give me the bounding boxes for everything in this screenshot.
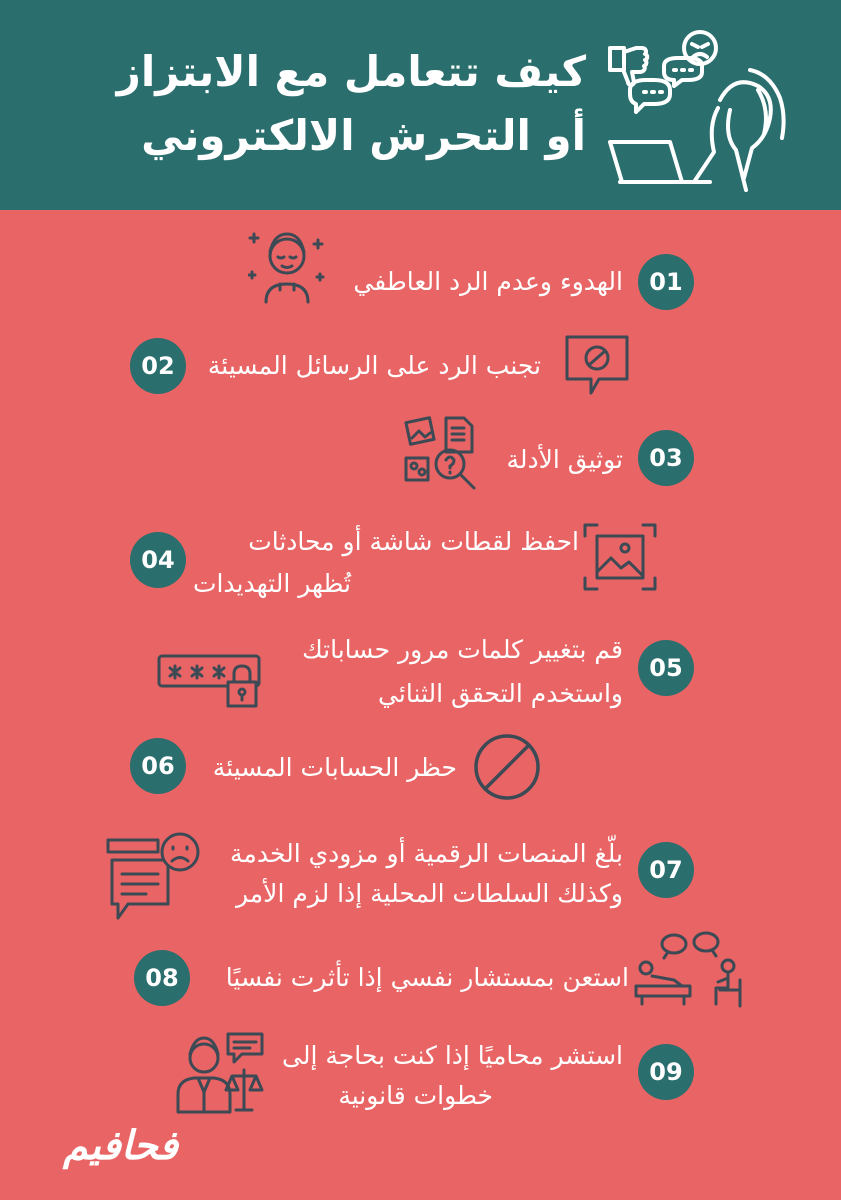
step-number-05: 05 bbox=[638, 640, 694, 696]
blocked-message-icon bbox=[564, 334, 630, 398]
step-number-08: 08 bbox=[134, 950, 190, 1006]
step-number-07: 07 bbox=[638, 842, 694, 898]
step-text-04-line1: احفظ لقطات شاشة أو محادثات bbox=[248, 527, 579, 556]
calm-person-icon bbox=[248, 226, 326, 306]
password-lock-icon bbox=[156, 638, 266, 710]
brand-logo: فحافيم bbox=[63, 1123, 178, 1169]
evidence-search-icon bbox=[402, 414, 484, 494]
step-number-02: 02 bbox=[130, 338, 186, 394]
report-chat-icon bbox=[104, 830, 204, 926]
step-text-06: حظر الحسابات المسيئة bbox=[212, 753, 457, 782]
therapy-session-icon bbox=[632, 928, 752, 1010]
lawyer-icon bbox=[174, 1030, 270, 1116]
header-banner bbox=[0, 0, 841, 210]
step-text-05-line1: قم بتغيير كلمات مرور حساباتك bbox=[302, 635, 623, 664]
step-text-01: الهدوء وعدم الرد العاطفي bbox=[353, 267, 623, 296]
page-title bbox=[66, 40, 586, 168]
screenshot-image-icon bbox=[582, 522, 658, 592]
step-number-06: 06 bbox=[130, 738, 186, 794]
step-text-04-line2: تُظهر التهديدات bbox=[192, 569, 351, 598]
stressed-person-laptop-icon bbox=[600, 30, 790, 200]
step-text-02: تجنب الرد على الرسائل المسيئة bbox=[207, 351, 541, 380]
step-number-01: 01 bbox=[638, 254, 694, 310]
step-number-04: 04 bbox=[130, 532, 186, 588]
step-text-09-line1: استشر محاميًا إذا كنت بحاجة إلى bbox=[282, 1041, 623, 1070]
step-text-08: استعن بمستشار نفسي إذا تأثرت نفسيًا bbox=[225, 963, 629, 992]
block-icon bbox=[472, 732, 542, 802]
step-text-03: توثيق الأدلة bbox=[506, 445, 623, 474]
step-text-07-line1: بلّغ المنصات الرقمية أو مزودي الخدمة bbox=[230, 839, 623, 868]
title-line-2: أو التحرش الالكتروني bbox=[141, 111, 586, 160]
title-line-1: كيف تتعامل مع الابتزاز bbox=[116, 47, 586, 96]
step-text-07-line2: وكذلك السلطات المحلية إذا لزم الأمر bbox=[236, 879, 623, 908]
step-text-05-line2: واستخدم التحقق الثنائي bbox=[378, 679, 623, 708]
step-number-09: 09 bbox=[638, 1044, 694, 1100]
step-number-03: 03 bbox=[638, 430, 694, 486]
step-text-09-line2: خطوات قانونية bbox=[338, 1081, 493, 1110]
